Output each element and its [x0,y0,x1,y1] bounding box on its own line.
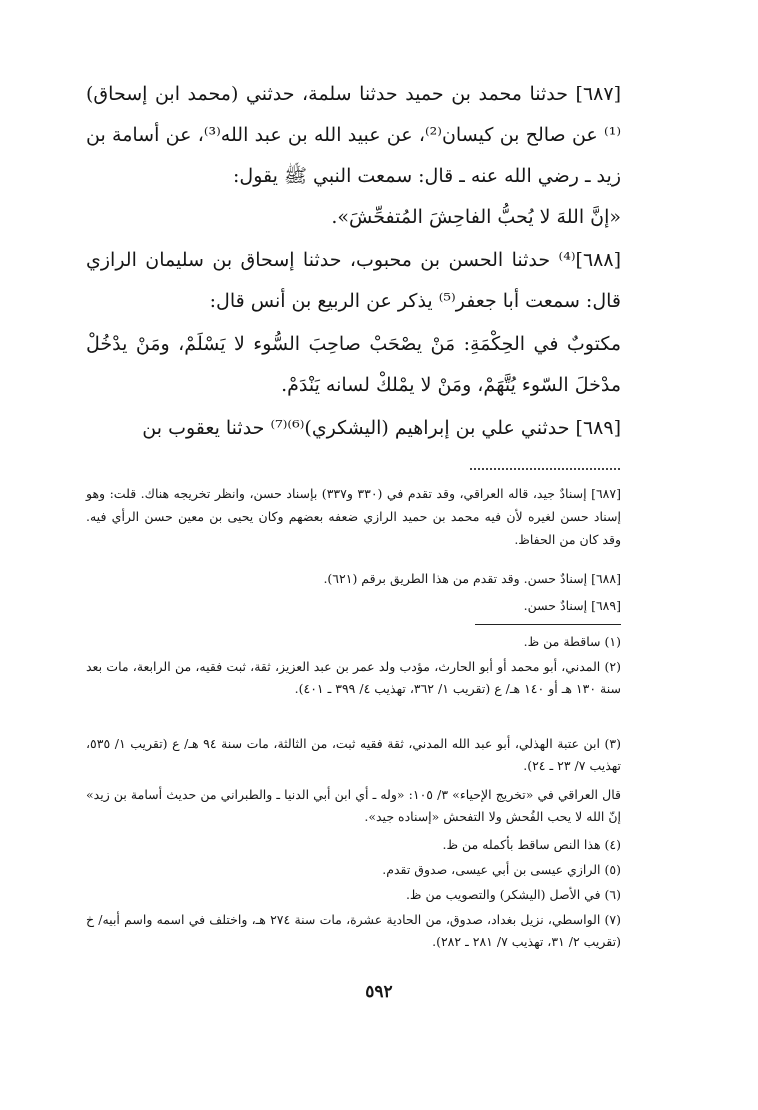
hadith-688: [٦٨٨]⁽⁴⁾ حدثنا الحسن بن محبوب، حدثنا إسحاق بن سليمان الرازي قال: سمعت أبا جعفر⁽⁵⁾ يذكر عن الربيع بن أنس قال: [86,249,621,312]
hadith-687-quote: «إنَّ اللهَ لا يُحبُّ الفاحِشَ المُتفحِّشَ». [331,206,621,228]
footnote-5: (٥) الرازي عيسى بن أبي عيسى، صدوق تقدم. [382,862,621,877]
footnote-6: (٦) في الأصل (اليشكر) والتصويب من ظ. [405,887,621,902]
takhrij-688: [٦٨٨] إسنادٌ حسن. وقد تقدم من هذا الطريق برقم (٦٢١). [323,571,621,586]
footnote-rule [475,624,621,625]
footnote-4: (٤) هذا النص ساقط بأكمله من ظ. [442,837,621,852]
footnote-2: (٢) المدني، أبو محمد أو أبو الحارث، مؤدب ولد عمر بن عبد العزيز، ثقة، ثبت فقيه، من الرابعة، مات بعد سنة ١٣٠ هـ أو ١٤٠ هـ/ ع (تقريب ١/ ٣٦٢، تهذيب ٤/ ٣٩٩ ـ ٤٠١). [86,659,621,696]
footnote-7: (٧) الواسطي، نزيل بغداد، صدوق، من الحادية عشرة، مات سنة ٢٧٤ هـ، واختلف في اسمه واسم أبيه/ خ (تقريب ٢/ ٣١، تهذيب ٧/ ٢٨١ ـ ٢٨٢). [86,912,622,949]
takhrij-689: [٦٨٩] إسنادٌ حسن. [523,598,621,613]
hadith-688-quote: مكتوبٌ في الحِكْمَةِ: مَنْ يصْحَبْ صاحِبَ السُّوء لا يَسْلَمْ، ومَنْ يدْخُلْ مدْخلَ السّوء يُتَّهَمْ، ومَنْ لا يمْلكْ لسانه يَنْدَمْ. [86,333,621,396]
takhrij-687: [٦٨٧] إسنادٌ جيد، قاله العراقي، وقد تقدم في (٣٣٠ و٣٣٧) بإسناد حسن، وانظر تخريجه هناك. قلت: وهو إسناد حسن لغيره لأن فيه محمد بن حميد الرازي ضعفه بعضهم وكان يحيى بن معين حسن الرأي فيه. وقد كان من الحفاظ. [86,486,622,547]
page-number: ٥٩٢ [365,982,393,1002]
dotted-separator [470,458,620,470]
hadith-687: [٦٨٧] حدثنا محمد بن حميد حدثنا سلمة، حدثني (محمد ابن إسحاق)⁽¹⁾ عن صالح بن كيسان⁽²⁾، عن عبيد الله بن عبد الله⁽³⁾، عن أسامة بن زيد ـ رضي الله عنه ـ قال: سمعت النبي ﷺ يقول: [86,83,621,187]
hadith-689: [٦٨٩] حدثني علي بن إبراهيم (اليشكري)⁽⁶⁾⁽⁷⁾ حدثنا يعقوب بن [142,417,621,439]
footnote-3: (٣) ابن عتبة الهذلي، أبو عبد الله المدني، ثقة فقيه ثبت، من الثالثة، مات سنة ٩٤ هـ/ ع (تقريب ١/ ٥٣٥، تهذيب ٧/ ٢٣ ـ ٢٤). [86,736,621,773]
footnote-3-note: قال العراقي في «تخريج الإحياء» ٣/ ١٠٥: «وله ـ أي ابن أبي الدنيا ـ والطبراني من حديث أسامة بن زيد» إنّ الله لا يحب الفُحش ولا التفحش «إسناده جيد». [86,787,622,824]
footnote-1: (١) ساقطة من ظ. [523,634,621,649]
